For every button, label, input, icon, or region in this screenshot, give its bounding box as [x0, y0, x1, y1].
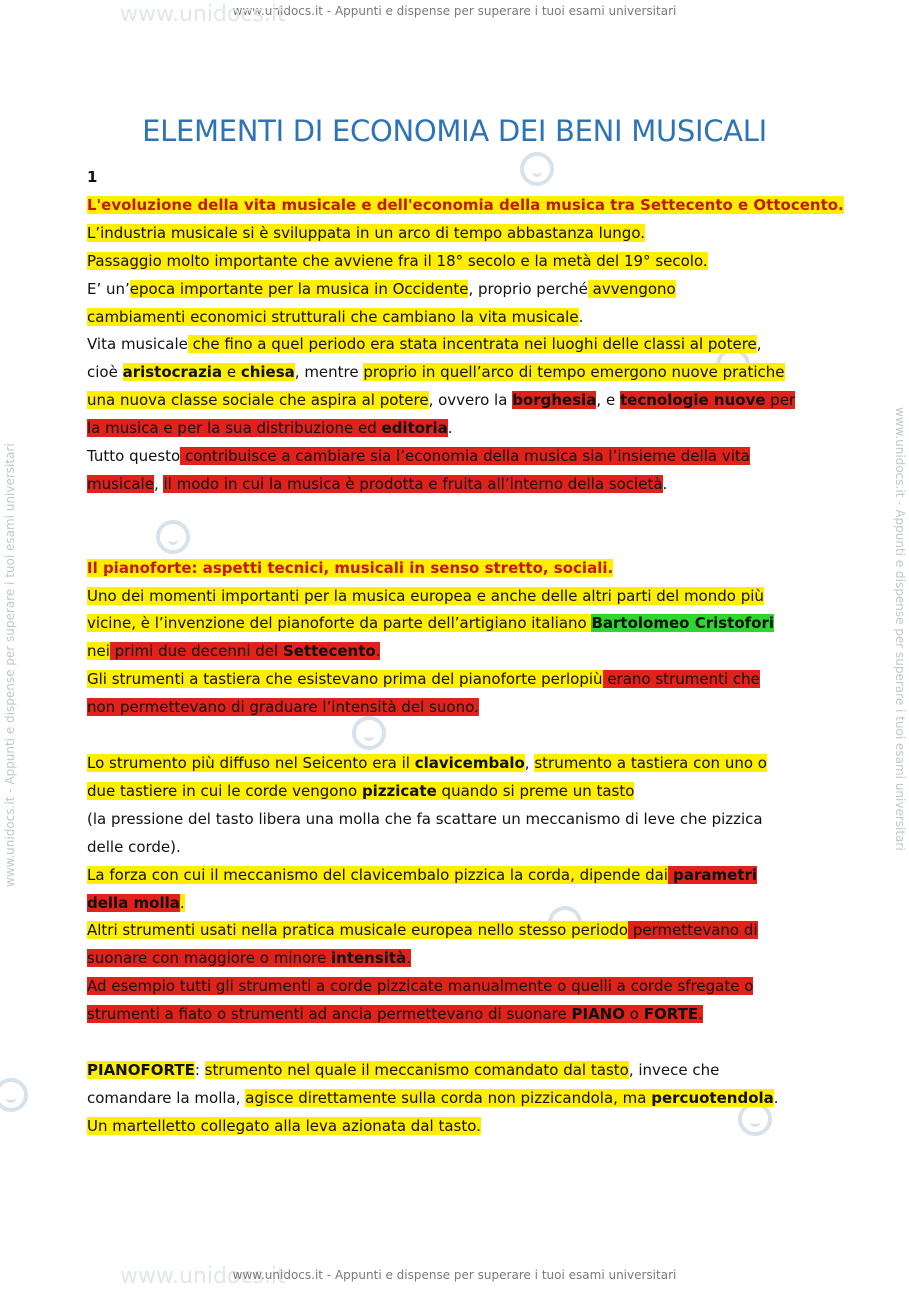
page-footer: www.unidocs.it - Appunti e dispense per superare i tuoi esami universitari — [232, 1268, 677, 1282]
paragraph-line: suonare con maggiore o minore intensità. — [87, 949, 411, 968]
paragraph-line: Ad esempio tutti gli strumenti a corde pizzicate manualmente o quelli a corde sfregate o — [87, 977, 754, 996]
paragraph-line: una nuova classe sociale che aspira al potere, ovvero la borghesia, e tecnologie nuove per — [87, 391, 796, 410]
paragraph-line: vicine, è l’invenzione del pianoforte da parte dell’artigiano italiano Bartolomeo Cristofori — [87, 614, 775, 633]
paragraph-line: comandare la molla, agisce direttamente sulla corda non pizzicandola, ma percuotendola. — [87, 1088, 779, 1107]
paragraph-line: due tastiere in cui le corde vengono pizzicate quando si preme un tasto — [87, 781, 635, 800]
unidocs-logo-icon — [0, 1078, 28, 1112]
paragraph-line: Gli strumenti a tastiera che esistevano prima del pianoforte perlopiù erano strumenti che — [87, 670, 760, 689]
document-title: ELEMENTI DI ECONOMIA DEI BENI MUSICALI — [142, 114, 767, 148]
paragraph-line: Un martelletto collegato alla leva azionata dal tasto. — [87, 1116, 481, 1135]
paragraph-line: PIANOFORTE: strumento nel quale il meccanismo comandato dal tasto, invece che — [87, 1060, 720, 1079]
document-body — [87, 164, 844, 1141]
paragraph-line: Altri strumenti usati nella pratica musicale europea nello stesso periodo permettevano di — [87, 921, 758, 940]
section-heading-1: L'evoluzione della vita musicale e dell'economia della musica tra Settecento e Ottocento. — [87, 195, 844, 214]
section-number: 1 — [87, 168, 98, 186]
paragraph-line: non permettevano di graduare l’intensità del suono. — [87, 698, 479, 717]
paragraph-line: Lo strumento più diffuso nel Seicento era il clavicembalo, strumento a tastiera con uno o — [87, 754, 767, 772]
paragraph-line: cioè aristocrazia e chiesa, mentre proprio in quell’arco di tempo emergono nuove pratiche — [87, 363, 785, 382]
page-header: www.unidocs.it - Appunti e dispense per superare i tuoi esami universitari — [232, 4, 677, 18]
paragraph-line: Passaggio molto importante che avviene fra il 18° secolo e la metà del 19° secolo. — [87, 251, 708, 270]
paragraph-line: Tutto questo contribuisce a cambiare sia l’economia della musica sia l’insieme della vita — [87, 447, 750, 466]
watermark-bg: www.unidocs.it — [120, 2, 286, 27]
paragraph-line: cambiamenti economici strutturali che cambiano la vita musicale. — [87, 307, 584, 326]
watermark-side-right: www.unidocs.it - Appunti e dispense per superare i tuoi esami universitari — [893, 407, 907, 851]
paragraph-line: strumenti a fiato o strumenti ad ancia permettevano di suonare PIANO o FORTE. — [87, 1005, 703, 1024]
paragraph-line: La forza con cui il meccanismo del clavicembalo pizzica la corda, dipende dai parametri — [87, 865, 758, 884]
watermark-bg: www.unidocs.it — [120, 1264, 286, 1289]
paragraph-line: delle corde). — [87, 837, 181, 856]
paragraph-line: (la pressione del tasto libera una molla che fa scattare un meccanismo di leve che pizzica — [87, 809, 763, 828]
paragraph-line: Uno dei momenti importanti per la musica europea e anche delle altri parti del mondo più — [87, 586, 764, 605]
paragraph-line: E’ un’epoca importante per la musica in Occidente, proprio perché avvengono — [87, 279, 676, 298]
paragraph-line: della molla. — [87, 893, 185, 912]
paragraph-line: Vita musicale che fino a quel periodo era stata incentrata nei luoghi delle classi al potere, — [87, 335, 762, 354]
paragraph-line: L’industria musicale si è sviluppata in un arco di tempo abbastanza lungo. — [87, 223, 646, 242]
watermark-side-left: www.unidocs.it - Appunti e dispense per superare i tuoi esami universitari — [3, 443, 17, 887]
paragraph-line: musicale, il modo in cui la musica è prodotta e fruita all’interno della società. — [87, 474, 668, 493]
paragraph-line: la musica e per la sua distribuzione ed editoria. — [87, 419, 453, 438]
paragraph-line: nei primi due decenni del Settecento. — [87, 642, 381, 661]
section-heading-2: Il pianoforte: aspetti tecnici, musicali in senso stretto, sociali. — [87, 558, 614, 577]
